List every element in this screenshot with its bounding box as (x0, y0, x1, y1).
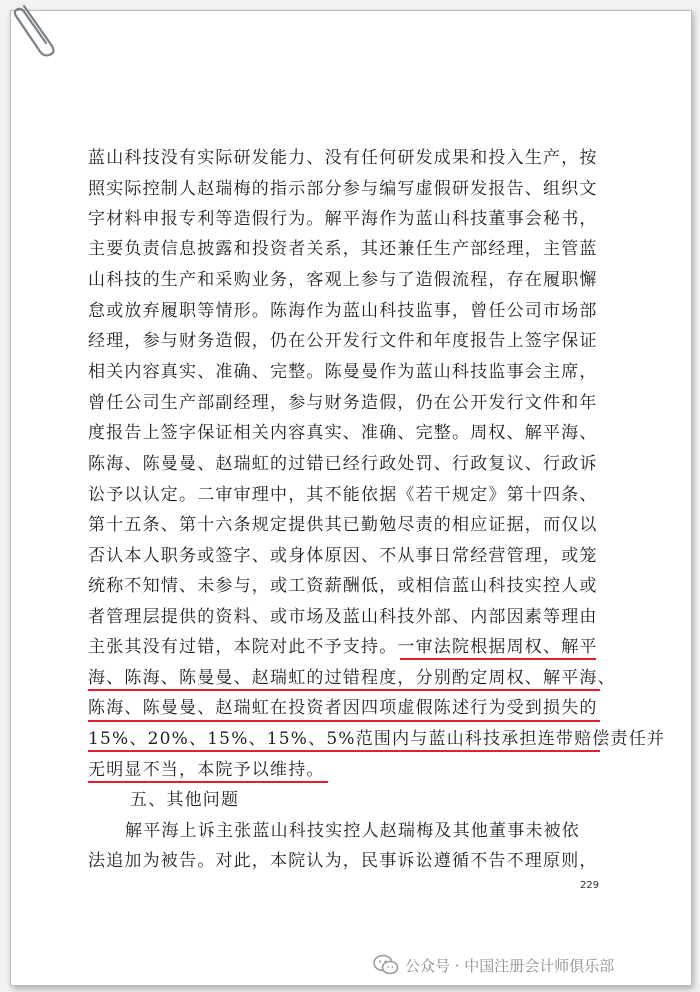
highlighted-line: 海、陈海、陈曼曼、赵瑞虹的过错程度，分别酌定周权、解平海、 (88, 668, 616, 688)
text-line: 照实际控制人赵瑞梅的指示部分参与编写虚假研发报告、组织文 (88, 179, 598, 199)
text-line: 统称不知情、未参与，或工资薪酬低，或相信蓝山科技实控人或 (88, 576, 598, 596)
highlighted-text: 一审法院根据周权、解平 (397, 637, 598, 657)
text-line: 讼予以认定。二审审理中，其不能依据《若干规定》第十四条、 (88, 485, 598, 505)
highlighted-line: 无明显不当，本院予以维持。 (88, 760, 325, 780)
text-line: 经理，参与财务造假，仍在公开发行文件和年度报告上签字保证 (88, 331, 598, 351)
text-line: 第十五条、第十六条规定提供其已勤勉尽责的相应证据，而仅以 (88, 515, 598, 535)
text-line: 怠或放弃履职等情形。陈海作为蓝山科技监事，曾任公司市场部 (88, 301, 598, 321)
text-line: 曾任公司生产部副经理，参与财务造假，仍在公开发行文件和年 (88, 393, 598, 413)
watermark-text: 公众号 · 中国注册会计师俱乐部 (405, 956, 615, 975)
text-line: 法追加为被告。对此，本院认为，民事诉讼遵循不告不理原则， (88, 851, 598, 871)
red-underline (400, 658, 596, 660)
text-line: 主要负责信息披露和投资者关系，其还兼任生产部经理，主管蓝 (88, 239, 598, 259)
section-heading: 五、其他问题 (130, 790, 240, 810)
highlighted-line: 15%、20%、15%、15%、5%范围内与蓝山科技承担连带赔偿责任并 (88, 729, 666, 749)
text-line: 陈海、陈曼曼、赵瑞虹的过错已经行政处罚、行政复议、行政诉 (88, 454, 598, 474)
page-number: 229 (580, 880, 600, 891)
text-line: 山科技的生产和采购业务，客观上参与了造假流程，存在履职懈 (88, 270, 598, 290)
text-line: 者管理层提供的资料、或市场及蓝山科技外部、内部因素等理由 (88, 607, 598, 627)
text-segment: 主张其没有过错，本院对此不予支持。 (88, 637, 398, 657)
highlighted-line: 陈海、陈曼曼、赵瑞虹在投资者因四项虚假陈述行为受到损失的 (88, 698, 598, 718)
text-line: 蓝山科技没有实际研发能力、没有任何研发成果和投入生产，按 (88, 148, 598, 168)
red-underline (88, 720, 600, 722)
text-line: 否认本人职务或签字、或身体原因、不从事日常经营管理，或笼 (88, 546, 598, 566)
text-line: 度报告上签字保证相关内容真实、准确、完整。周权、解平海、 (88, 423, 598, 443)
red-underline (88, 750, 600, 752)
text-line: 解平海上诉主张蓝山科技实控人赵瑞梅及其他董事未被依 (125, 821, 580, 841)
watermark (373, 951, 614, 979)
red-underline (88, 781, 328, 783)
text-line: 字材料申报专利等造假行为。解平海作为蓝山科技董事会秘书， (88, 209, 598, 229)
wechat-icon (373, 954, 399, 976)
paperclip-icon (2, 0, 62, 60)
red-underline (88, 689, 600, 691)
text-line: 相关内容真实、准确、完整。陈曼曼作为蓝山科技监事会主席， (88, 362, 598, 382)
